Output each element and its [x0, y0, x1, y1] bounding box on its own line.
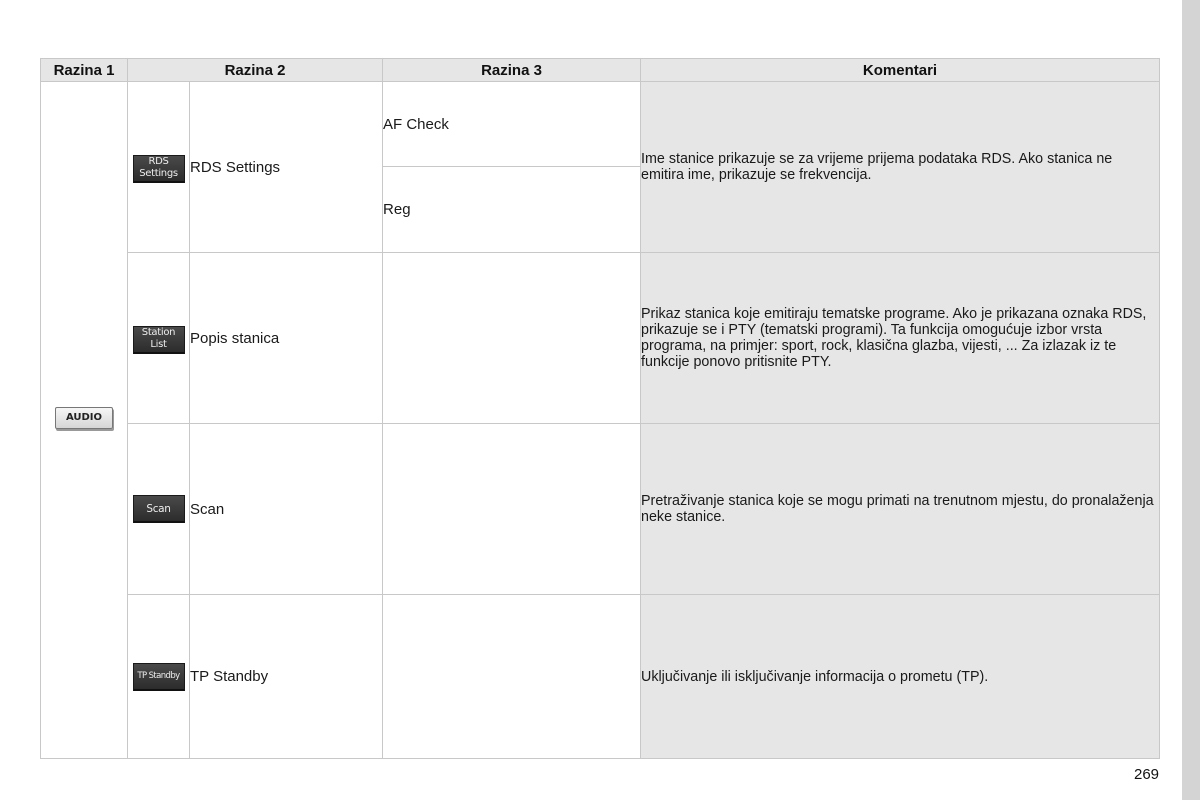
level2-label: TP Standby — [190, 595, 383, 759]
header-comments: Komentari — [641, 59, 1160, 82]
icon-cell — [128, 253, 190, 424]
table-row — [41, 424, 1160, 509]
icon-text-line: TP Standby — [137, 671, 180, 681]
comment-cell: Pretraživanje stanica koje se mogu primati na trenutnom mjestu, do pronalaženja neke stanice. — [641, 424, 1160, 595]
header-row — [41, 59, 1160, 82]
level2-label: Popis stanica — [190, 253, 383, 424]
level3-option: Reg — [383, 167, 641, 253]
level2-label: Scan — [190, 424, 383, 595]
icon-cell — [128, 424, 190, 595]
table-row — [41, 82, 1160, 167]
comment-cell: Ime stanice prikazuje se za vrijeme prijema podataka RDS. Ako stanica ne emitira ime, prikazuje se frekvencija. — [641, 82, 1160, 253]
icon-text-line: Station — [141, 327, 176, 339]
rds-settings-icon — [133, 155, 185, 183]
level3-empty — [383, 253, 641, 424]
menu-table — [40, 58, 1160, 759]
level3-empty — [383, 595, 641, 759]
level2-label: RDS Settings — [190, 82, 383, 253]
icon-cell — [128, 82, 190, 253]
comment-cell: Uključivanje ili isključivanje informacija o prometu (TP). — [641, 595, 1160, 759]
header-level1: Razina 1 — [41, 59, 128, 82]
level3-option: AF Check — [383, 82, 641, 167]
icon-cell — [128, 595, 190, 759]
icon-text-line: Settings — [139, 168, 178, 180]
tp-standby-icon — [133, 663, 185, 691]
table-row — [41, 253, 1160, 338]
header-level3: Razina 3 — [383, 59, 641, 82]
side-strip — [1182, 0, 1200, 800]
icon-text-line: Scan — [146, 502, 171, 515]
page-number: 269 — [1134, 766, 1160, 783]
audio-button-icon: AUDIO — [55, 407, 113, 429]
icon-text-line: List — [150, 339, 167, 351]
level1-cell — [41, 82, 128, 759]
level3-empty — [383, 424, 641, 595]
header-level2: Razina 2 — [128, 59, 383, 82]
station-list-icon — [133, 326, 185, 354]
scan-icon — [133, 495, 185, 523]
comment-cell: Prikaz stanica koje emitiraju tematske programe. Ako je prikazana oznaka RDS, prikazuje se i PTY (tematski programi). Ta funkcija omogućuje izbor vrsta programa, na primjer: sport, rock, klasična glazba, vijesti, ... Za izlazak iz te funkcije ponovo pritisnite PTY. — [641, 253, 1160, 424]
table-row — [41, 595, 1160, 677]
icon-text-line: RDS — [148, 156, 169, 168]
